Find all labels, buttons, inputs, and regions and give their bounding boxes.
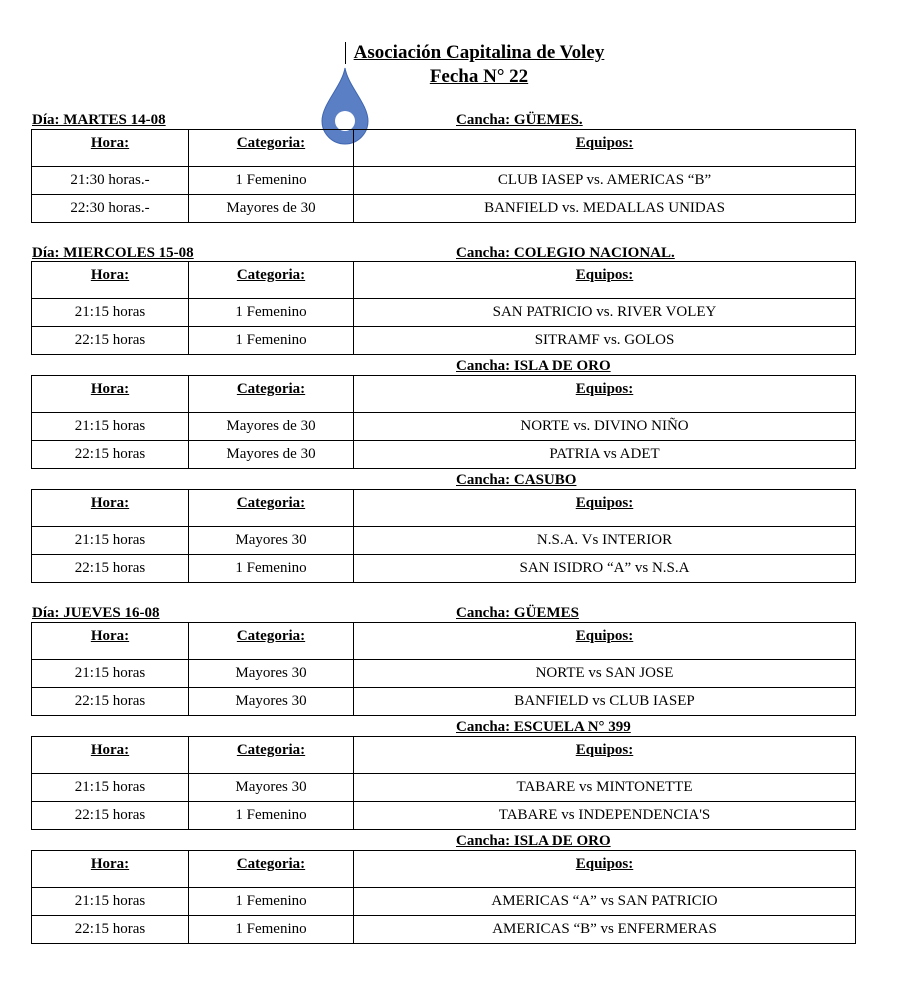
cell-equipos: TABARE vs INDEPENDENCIA'S bbox=[354, 802, 856, 830]
day-label: Día: MARTES 14-08 bbox=[32, 112, 166, 128]
cell-categoria: Mayores 30 bbox=[189, 688, 354, 716]
schedule-table bbox=[31, 850, 856, 944]
header-equipos: Equipos: bbox=[354, 737, 856, 774]
cell-categoria: 1 Femenino bbox=[189, 802, 354, 830]
cell-categoria: 1 Femenino bbox=[189, 167, 354, 195]
cancha-label: Cancha: COLEGIO NACIONAL. bbox=[456, 245, 675, 261]
cancha-label: Cancha: ESCUELA N° 399 bbox=[456, 719, 631, 735]
header-categoria: Categoria: bbox=[189, 262, 354, 299]
table-row bbox=[32, 688, 856, 716]
cell-equipos: SITRAMF vs. GOLOS bbox=[354, 327, 856, 355]
table-row bbox=[32, 167, 856, 195]
cell-equipos: CLUB IASEP vs. AMERICAS “B” bbox=[354, 167, 856, 195]
header-categoria: Categoria: bbox=[189, 851, 354, 888]
table-row bbox=[32, 774, 856, 802]
table-row bbox=[32, 555, 856, 583]
header-hora: Hora: bbox=[32, 490, 189, 527]
table-header-row bbox=[32, 376, 856, 413]
table-row bbox=[32, 527, 856, 555]
table-row bbox=[32, 413, 856, 441]
header-hora: Hora: bbox=[32, 737, 189, 774]
schedule-table bbox=[31, 375, 856, 469]
cell-categoria: Mayores de 30 bbox=[189, 413, 354, 441]
table-row bbox=[32, 802, 856, 830]
cell-categoria: 1 Femenino bbox=[189, 299, 354, 327]
header-categoria: Categoria: bbox=[189, 490, 354, 527]
header-hora: Hora: bbox=[32, 130, 189, 167]
table-row bbox=[32, 916, 856, 944]
cell-categoria: 1 Femenino bbox=[189, 888, 354, 916]
header-equipos: Equipos: bbox=[354, 851, 856, 888]
header-equipos: Equipos: bbox=[354, 490, 856, 527]
table-header-row bbox=[32, 130, 856, 167]
cell-equipos: AMERICAS “A” vs SAN PATRICIO bbox=[354, 888, 856, 916]
cell-hora: 22:15 horas bbox=[32, 327, 189, 355]
cancha-label: Cancha: ISLA DE ORO bbox=[456, 833, 611, 849]
table-row bbox=[32, 299, 856, 327]
cell-equipos: NORTE vs SAN JOSE bbox=[354, 660, 856, 688]
cell-categoria: Mayores de 30 bbox=[189, 441, 354, 469]
document-title: Asociación Capitalina de Voley bbox=[353, 42, 605, 63]
cell-equipos: SAN ISIDRO “A” vs N.S.A bbox=[354, 555, 856, 583]
cell-hora: 22:15 horas bbox=[32, 688, 189, 716]
header-categoria: Categoria: bbox=[189, 623, 354, 660]
table-row bbox=[32, 441, 856, 469]
cancha-label: Cancha: CASUBO bbox=[456, 472, 577, 488]
header-categoria: Categoria: bbox=[189, 737, 354, 774]
cell-equipos: N.S.A. Vs INTERIOR bbox=[354, 527, 856, 555]
schedule-table bbox=[31, 622, 856, 716]
cell-equipos: SAN PATRICIO vs. RIVER VOLEY bbox=[354, 299, 856, 327]
day-label: Día: MIERCOLES 15-08 bbox=[32, 245, 194, 261]
document-subtitle: Fecha N° 22 bbox=[429, 66, 529, 87]
cell-categoria: 1 Femenino bbox=[189, 555, 354, 583]
cell-hora: 22:15 horas bbox=[32, 802, 189, 830]
cell-hora: 21:15 horas bbox=[32, 527, 189, 555]
cell-equipos: BANFIELD vs CLUB IASEP bbox=[354, 688, 856, 716]
header-equipos: Equipos: bbox=[354, 130, 856, 167]
table-row bbox=[32, 327, 856, 355]
cell-categoria: Mayores 30 bbox=[189, 774, 354, 802]
header-equipos: Equipos: bbox=[354, 262, 856, 299]
cell-hora: 21:30 horas.- bbox=[32, 167, 189, 195]
header-hora: Hora: bbox=[32, 376, 189, 413]
cell-categoria: 1 Femenino bbox=[189, 916, 354, 944]
cell-hora: 22:15 horas bbox=[32, 441, 189, 469]
cell-categoria: 1 Femenino bbox=[189, 327, 354, 355]
text-cursor bbox=[345, 42, 346, 64]
cell-hora: 22:30 horas.- bbox=[32, 195, 189, 223]
cell-equipos: AMERICAS “B” vs ENFERMERAS bbox=[354, 916, 856, 944]
cell-categoria: Mayores 30 bbox=[189, 660, 354, 688]
header-categoria: Categoria: bbox=[189, 130, 354, 167]
header-hora: Hora: bbox=[32, 262, 189, 299]
table-header-row bbox=[32, 623, 856, 660]
schedule-table bbox=[31, 261, 856, 355]
cell-equipos: NORTE vs. DIVINO NIÑO bbox=[354, 413, 856, 441]
schedule-table bbox=[31, 129, 856, 223]
header-hora: Hora: bbox=[32, 851, 189, 888]
cancha-label: Cancha: GÜEMES. bbox=[456, 112, 583, 128]
cell-hora: 22:15 horas bbox=[32, 916, 189, 944]
table-row bbox=[32, 888, 856, 916]
schedule-table bbox=[31, 489, 856, 583]
cell-equipos: PATRIA vs ADET bbox=[354, 441, 856, 469]
cell-hora: 22:15 horas bbox=[32, 555, 189, 583]
header-categoria: Categoria: bbox=[189, 376, 354, 413]
cell-equipos: TABARE vs MINTONETTE bbox=[354, 774, 856, 802]
table-header-row bbox=[32, 851, 856, 888]
cell-hora: 21:15 horas bbox=[32, 888, 189, 916]
schedule-table bbox=[31, 736, 856, 830]
table-row bbox=[32, 660, 856, 688]
cell-hora: 21:15 horas bbox=[32, 413, 189, 441]
cancha-label: Cancha: ISLA DE ORO bbox=[456, 358, 611, 374]
table-header-row bbox=[32, 490, 856, 527]
table-header-row bbox=[32, 737, 856, 774]
cell-categoria: Mayores de 30 bbox=[189, 195, 354, 223]
day-label: Día: JUEVES 16-08 bbox=[32, 605, 160, 621]
cell-hora: 21:15 horas bbox=[32, 774, 189, 802]
table-row bbox=[32, 195, 856, 223]
cell-categoria: Mayores 30 bbox=[189, 527, 354, 555]
header-equipos: Equipos: bbox=[354, 623, 856, 660]
table-header-row bbox=[32, 262, 856, 299]
cancha-label: Cancha: GÜEMES bbox=[456, 605, 579, 621]
cell-hora: 21:15 horas bbox=[32, 660, 189, 688]
cell-equipos: BANFIELD vs. MEDALLAS UNIDAS bbox=[354, 195, 856, 223]
header-equipos: Equipos: bbox=[354, 376, 856, 413]
header-hora: Hora: bbox=[32, 623, 189, 660]
cell-hora: 21:15 horas bbox=[32, 299, 189, 327]
